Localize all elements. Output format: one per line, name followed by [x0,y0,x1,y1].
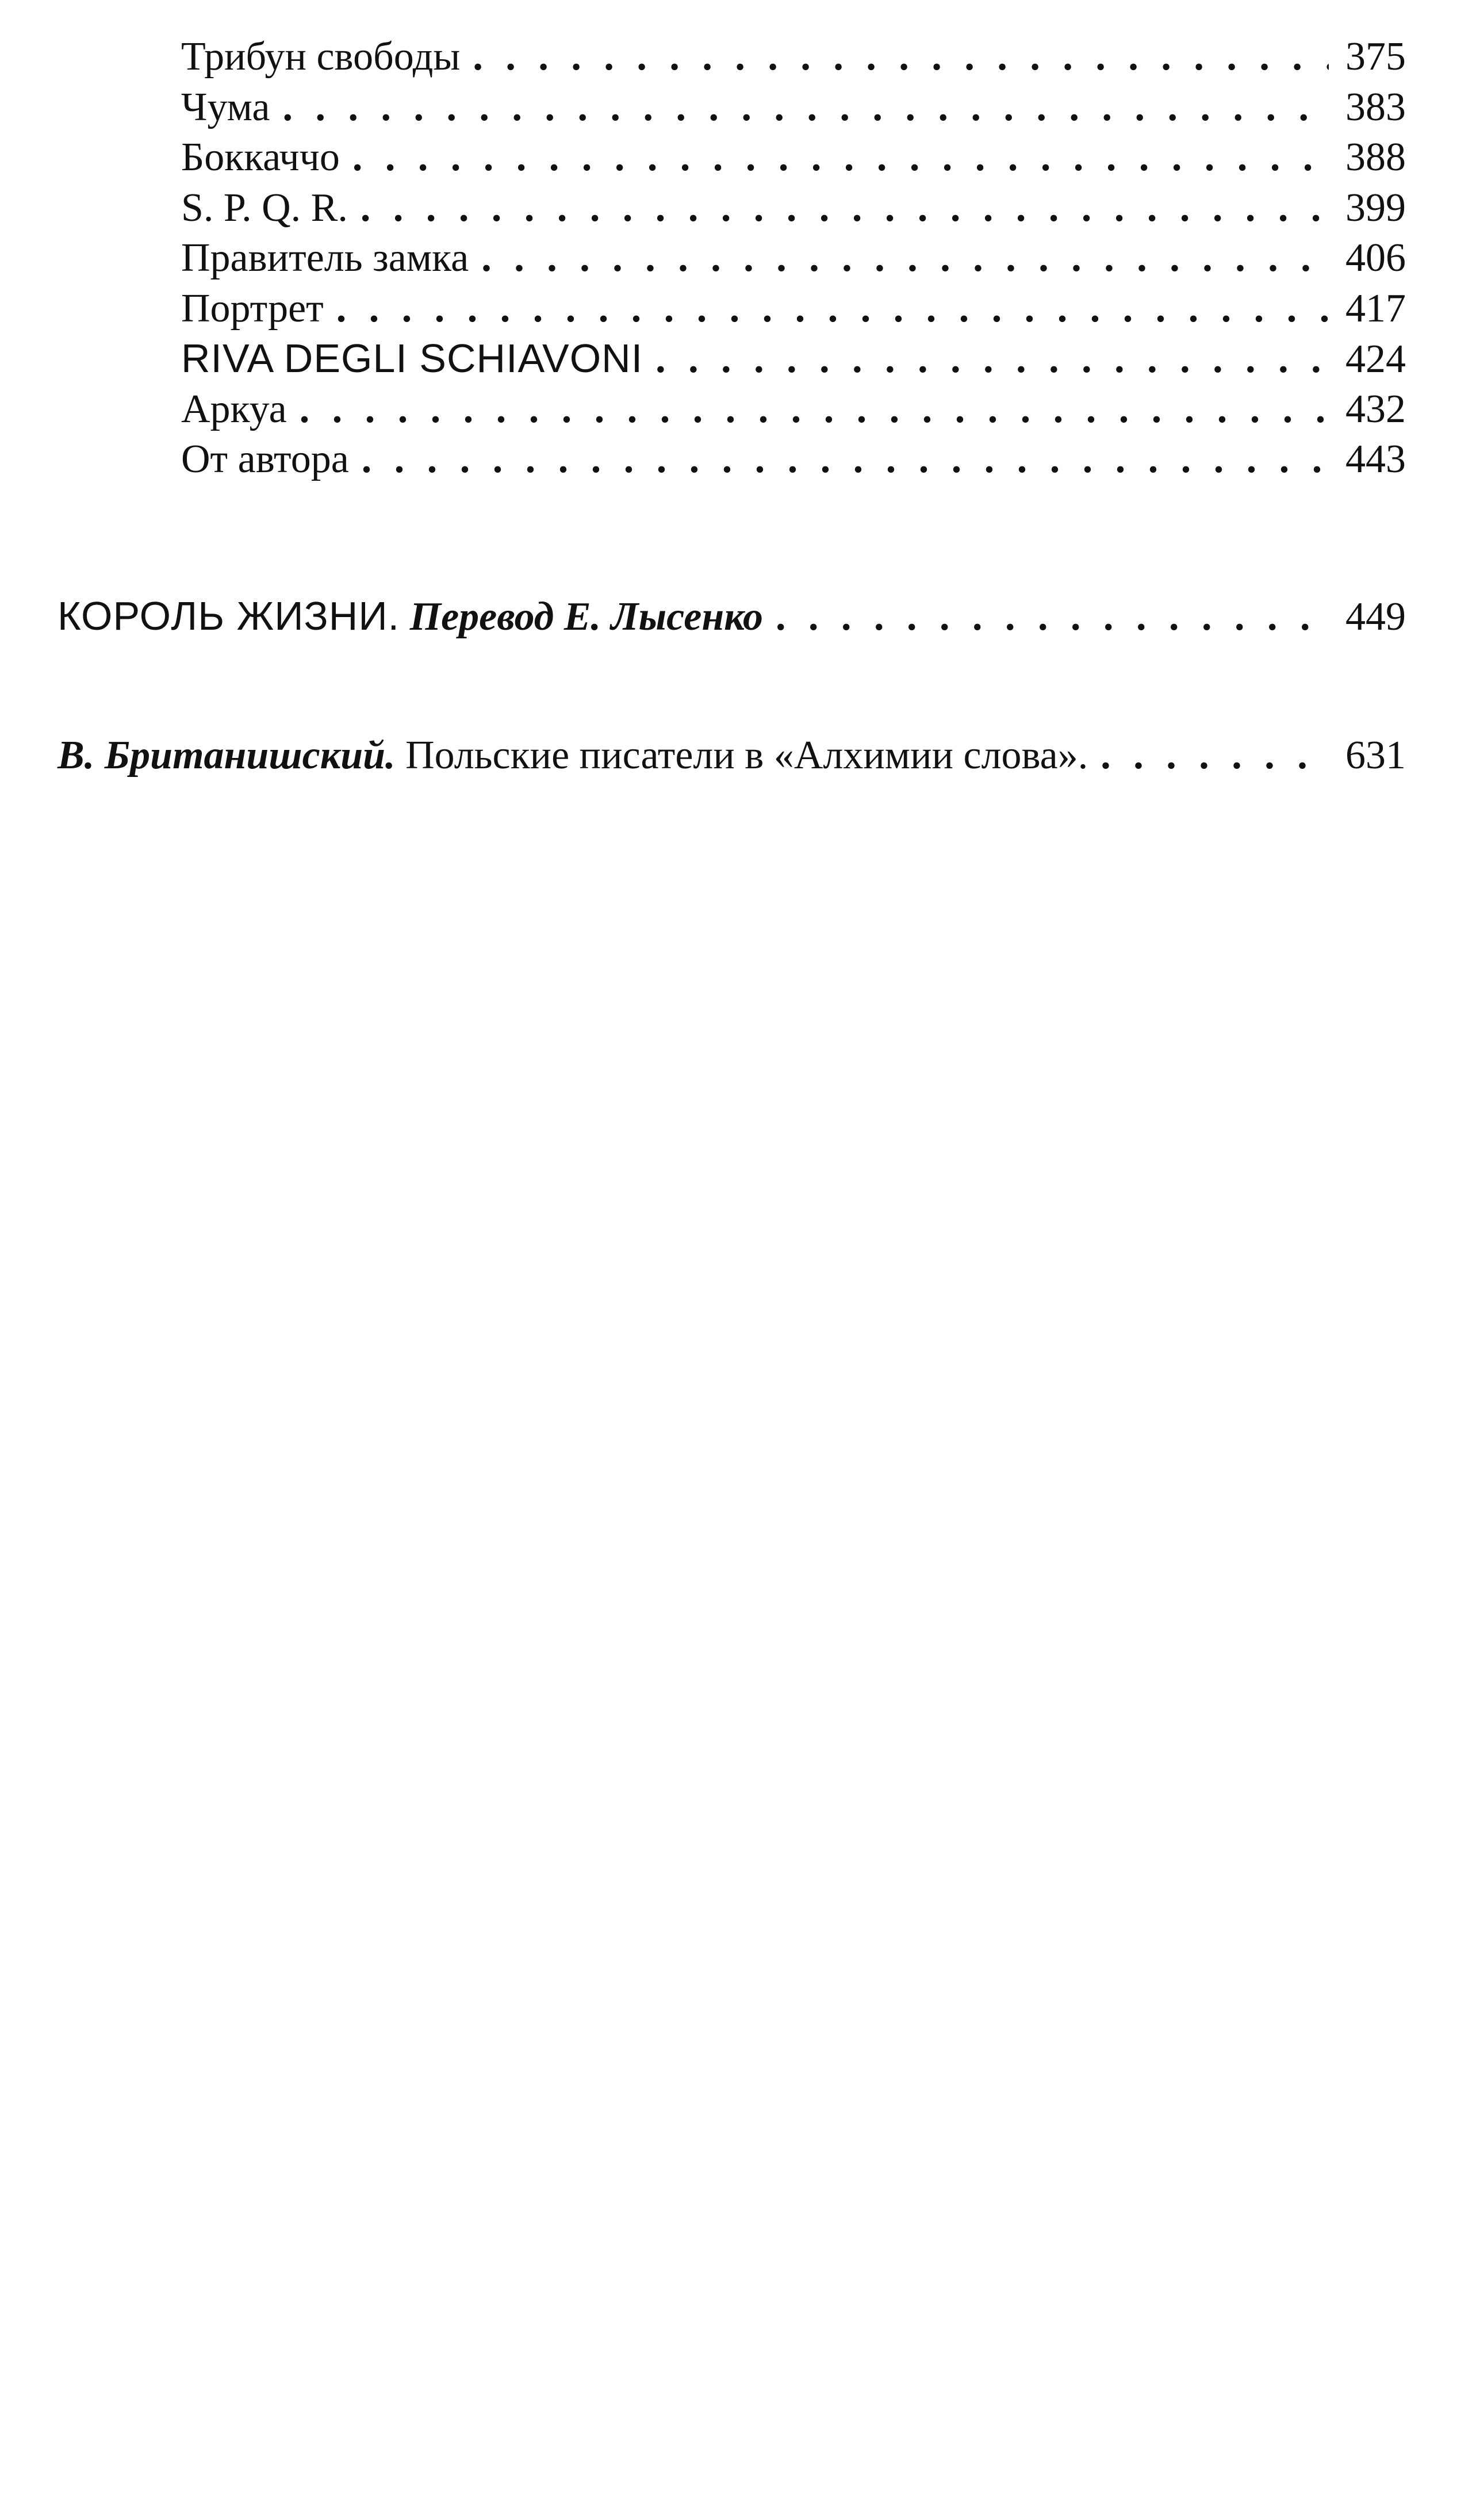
toc-entry-page: 383 [1345,85,1406,129]
toc-entry-title: Аркуа [181,386,287,431]
toc-entry-page: 399 [1345,185,1406,230]
work-title: КОРОЛЬ ЖИЗНИ. [57,593,400,638]
dot-leader [361,183,1329,233]
dot-leader [300,384,1329,435]
toc-entry [181,384,1406,435]
toc-entry-page: 631 [1345,733,1406,778]
toc-entry-title: Чума [181,85,270,129]
toc-entry-title: RIVA DEGLI SCHIAVONI [181,336,643,381]
dot-leader [352,132,1329,183]
toc-entry-title [57,730,1101,781]
toc-entry-page: 432 [1345,386,1406,431]
dot-leader [473,32,1329,82]
toc-entry [57,730,1406,781]
toc-entry-page: 388 [1345,135,1406,179]
toc-entry [181,82,1406,133]
essay-author: В. Британишский. [57,733,396,778]
toc-entry-title: Боккаччо [181,135,340,179]
toc-entry [181,132,1406,183]
toc-entry [181,233,1406,284]
dot-leader [481,233,1329,284]
toc-entry [181,32,1406,82]
dot-leader [336,284,1329,334]
toc-entry-page: 443 [1345,437,1406,481]
toc-entry-page: 406 [1345,236,1406,280]
toc-entry-title: От автора [181,437,349,481]
toc-entry-page: 375 [1345,35,1406,79]
toc-entry [57,591,1406,642]
toc-entry [181,284,1406,334]
toc-entry [181,183,1406,233]
toc-sub-entries [181,32,1406,485]
toc-entry-title [57,591,776,642]
toc-main-entry-essay [57,730,1406,781]
translator-credit: Перевод Е. Лысенко [409,595,764,639]
toc-entry-page: 417 [1345,286,1406,331]
dot-leader [776,592,1329,642]
essay-title: Польские писатели в «Алхимии слова». [405,733,1088,778]
dot-leader [282,82,1329,133]
toc-entry-title: Портрет [181,286,324,331]
toc-entry [181,334,1406,384]
toc-entry-page: 424 [1345,337,1406,381]
toc-entry-title: Правитель замка [181,236,469,280]
toc-entry-title: Трибун свободы [181,35,461,79]
toc-entry [181,434,1406,485]
toc-main-entry-king-of-life [57,591,1406,642]
toc-entry-title: S. P. Q. R. [181,185,348,230]
dot-leader [655,334,1329,385]
dot-leader [362,434,1329,485]
toc-entry-page: 449 [1345,595,1406,639]
dot-leader [1101,730,1329,781]
